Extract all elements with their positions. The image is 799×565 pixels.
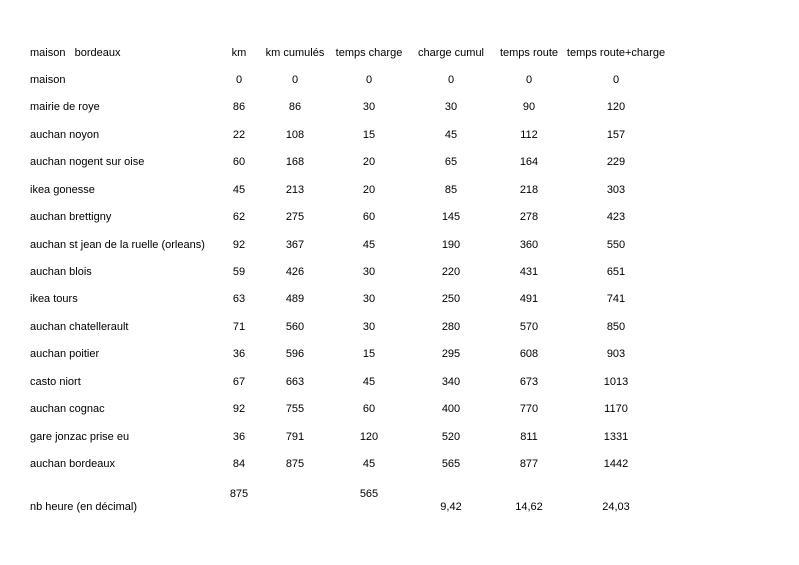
cell-charge-cumul: 295 [441, 348, 461, 360]
row-name: ikea gonesse [30, 184, 95, 196]
row-name: ikea tours [30, 293, 78, 305]
cell-km: 45 [232, 184, 246, 196]
cell-temps-charge: 20 [362, 156, 376, 168]
cell-km: 71 [232, 321, 246, 333]
cell-temps-charge: 45 [362, 376, 376, 388]
cell-charge-cumul: 0 [447, 74, 455, 86]
cell-temps-route-charge: 1170 [604, 403, 628, 415]
row-name: auchan bordeaux [30, 458, 116, 470]
hours-temps-route: 14,62 [515, 501, 543, 513]
cell-temps-charge: 120 [359, 431, 379, 443]
column-header-temps-charge: temps charge [335, 47, 403, 59]
cell-temps-route: 90 [522, 101, 536, 113]
cell-temps-route-charge: 1442 [603, 458, 629, 470]
cell-km-cumules: 168 [285, 156, 305, 168]
cell-temps-route: 278 [519, 211, 539, 223]
cell-km: 0 [235, 74, 243, 86]
cell-temps-route-charge: 157 [606, 129, 626, 141]
cell-km: 62 [232, 211, 246, 223]
cell-temps-charge: 45 [362, 239, 376, 251]
header-row [0, 46, 799, 60]
cell-km-cumules: 367 [285, 239, 305, 251]
column-header-km-cumules: km cumulés [265, 47, 325, 59]
header-label: maison bordeaux [30, 47, 121, 59]
cell-km-cumules: 275 [285, 211, 305, 223]
cell-km-cumules: 596 [285, 348, 305, 360]
cell-km-cumules: 108 [285, 129, 305, 141]
row-name: maison [30, 74, 66, 86]
table-row [0, 375, 799, 389]
cell-charge-cumul: 45 [444, 129, 458, 141]
cell-km-cumules: 755 [285, 403, 305, 415]
cell-charge-cumul: 340 [441, 376, 461, 388]
cell-km: 92 [232, 239, 246, 251]
cell-temps-charge: 30 [362, 321, 376, 333]
hours-temps-route-charge: 24,03 [602, 501, 630, 513]
cell-charge-cumul: 65 [444, 156, 458, 168]
cell-temps-route-charge: 903 [606, 348, 626, 360]
cell-km-cumules: 426 [285, 266, 305, 278]
cell-km: 84 [232, 458, 246, 470]
table-row [0, 347, 799, 361]
cell-charge-cumul: 280 [441, 321, 461, 333]
cell-temps-route-charge: 229 [606, 156, 626, 168]
cell-temps-charge: 60 [362, 211, 376, 223]
hours-row [0, 500, 799, 514]
column-header-charge-cumul: charge cumul [417, 47, 485, 59]
cell-temps-route: 164 [519, 156, 539, 168]
cell-temps-route-charge: 850 [606, 321, 626, 333]
cell-temps-charge: 30 [362, 101, 376, 113]
cell-charge-cumul: 190 [441, 239, 461, 251]
row-name: auchan noyon [30, 129, 100, 141]
cell-km: 60 [232, 156, 246, 168]
cell-temps-route: 608 [519, 348, 539, 360]
cell-charge-cumul: 400 [441, 403, 461, 415]
table-row [0, 292, 799, 306]
cell-km: 86 [232, 101, 246, 113]
cell-charge-cumul: 30 [444, 101, 458, 113]
cell-temps-route-charge: 120 [606, 101, 626, 113]
table-row [0, 100, 799, 114]
column-header-km: km [231, 47, 247, 59]
cell-temps-route: 431 [519, 266, 539, 278]
table-row [0, 402, 799, 416]
cell-km: 67 [232, 376, 246, 388]
table-row [0, 155, 799, 169]
cell-temps-route-charge: 303 [606, 184, 626, 196]
cell-km: 59 [232, 266, 246, 278]
cell-temps-charge: 15 [362, 348, 376, 360]
cell-km-cumules: 0 [291, 74, 299, 86]
table-row [0, 210, 799, 224]
table-row [0, 238, 799, 252]
column-header-temps-route: temps route [499, 47, 559, 59]
cell-charge-cumul: 85 [444, 184, 458, 196]
row-name: casto niort [30, 376, 81, 388]
row-name: auchan chatellerault [30, 321, 129, 333]
table-row [0, 183, 799, 197]
cell-km: 22 [232, 129, 246, 141]
cell-temps-route: 218 [519, 184, 539, 196]
cell-km: 36 [232, 431, 246, 443]
cell-temps-route-charge: 423 [606, 211, 626, 223]
row-name: auchan nogent sur oise [30, 156, 145, 168]
table-row [0, 457, 799, 471]
cell-km: 63 [232, 293, 246, 305]
row-name: auchan st jean de la ruelle (orleans) [30, 239, 205, 251]
cell-temps-route: 0 [525, 74, 533, 86]
cell-temps-route-charge: 651 [606, 266, 626, 278]
cell-charge-cumul: 565 [441, 458, 461, 470]
cell-km-cumules: 489 [285, 293, 305, 305]
table-row [0, 430, 799, 444]
cell-km-cumules: 791 [285, 431, 305, 443]
cell-temps-route: 570 [519, 321, 539, 333]
cell-km-cumules: 86 [288, 101, 302, 113]
cell-km: 92 [232, 403, 246, 415]
cell-temps-charge: 30 [362, 266, 376, 278]
cell-charge-cumul: 145 [441, 211, 461, 223]
cell-temps-charge: 0 [365, 74, 373, 86]
row-name: auchan brettigny [30, 211, 112, 223]
cell-km-cumules: 213 [285, 184, 305, 196]
cell-temps-route: 673 [519, 376, 539, 388]
table-row [0, 320, 799, 334]
row-name: auchan poitier [30, 348, 100, 360]
cell-temps-route-charge: 550 [606, 239, 626, 251]
table-row [0, 128, 799, 142]
cell-temps-charge: 60 [362, 403, 376, 415]
hours-charge-cumul: 9,42 [440, 501, 462, 513]
cell-temps-route: 491 [519, 293, 539, 305]
cell-charge-cumul: 520 [441, 431, 461, 443]
cell-temps-charge: 30 [362, 293, 376, 305]
cell-temps-route: 360 [519, 239, 539, 251]
cell-km-cumules: 560 [285, 321, 305, 333]
cell-km-cumules: 875 [285, 458, 305, 470]
row-name: auchan blois [30, 266, 92, 278]
cell-temps-route-charge: 1013 [603, 376, 629, 388]
cell-temps-route: 811 [520, 431, 538, 443]
cell-temps-route: 877 [519, 458, 539, 470]
row-name: auchan cognac [30, 403, 105, 415]
cell-temps-charge: 15 [362, 129, 376, 141]
cell-charge-cumul: 250 [441, 293, 461, 305]
cell-km: 36 [232, 348, 246, 360]
row-name: mairie de roye [30, 101, 100, 113]
cell-km-cumules: 663 [285, 376, 305, 388]
total-km: 875 [229, 488, 249, 500]
cell-temps-route-charge: 1331 [603, 431, 629, 443]
cell-temps-route-charge: 0 [612, 74, 620, 86]
column-header-temps-route-charge: temps route+charge [566, 47, 666, 59]
table-row [0, 73, 799, 87]
cell-temps-route: 770 [519, 403, 539, 415]
cell-temps-route: 112 [520, 129, 538, 141]
cell-temps-charge: 20 [362, 184, 376, 196]
cell-charge-cumul: 220 [441, 266, 461, 278]
row-name: gare jonzac prise eu [30, 431, 130, 443]
hours-label: nb heure (en décimal) [30, 501, 138, 513]
cell-temps-charge: 45 [362, 458, 376, 470]
cell-temps-route-charge: 741 [606, 293, 626, 305]
table-row [0, 265, 799, 279]
total-temps-charge: 565 [359, 488, 379, 500]
